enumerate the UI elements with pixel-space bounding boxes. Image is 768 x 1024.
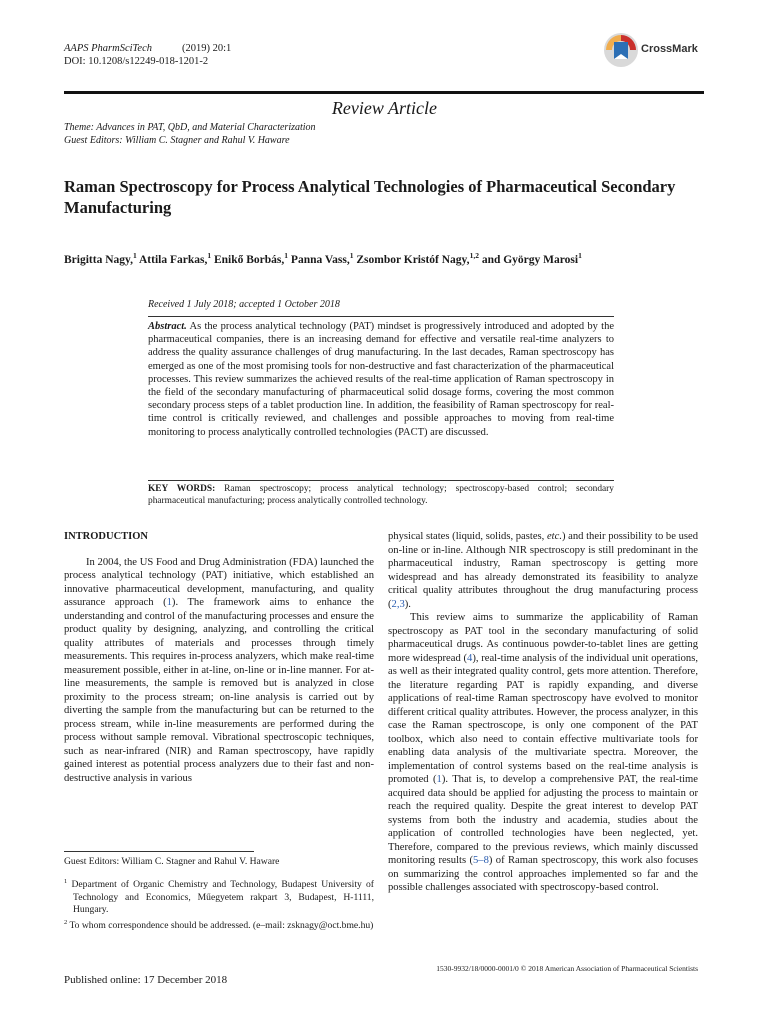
author: Zsombor Kristóf Nagy,$^{1,2}$ — [356, 251, 479, 266]
crossmark-badge[interactable] — [603, 32, 713, 68]
abstract-top-rule — [148, 316, 614, 317]
citation-link[interactable]: 2,3 — [391, 598, 405, 610]
author: Enikő Borbás,$^1$ — [213, 251, 289, 266]
intro-paragraph-2: This review aims to summarize the applicability of Raman spectroscopy as PAT tool in the secondary manufacturing of solid pharmaceutical drugs. As continuous powder-to-tablet lines are getting more widespread (4), real-time analysis of the individual unit operations, as well as their integrated quality control, gets more attention. Therefore, the literature regarding PAT is rapidly expanding, and diverse applications of real-time Raman spectroscopy have evolved to monitor different critical quality attributes. However, the process analyzer, in this case the Raman spectroscope, is only one component of the PAT toolbox, which also need to contain effective multivariate tools for enabling data analysis of the multivariate spectra. Moreover, the implementation of control systems based on the real-time analysis is promoted (1). That is, to develop a comprehensive PAT, the real-time acquired data should be applied for adjusting the process to maintain or reach the required quality. Despite the great interest to develop PAT systems from both the industry and academia, studies about the application of controlled technologies have been neglected, yet. Therefore, compared to the previous reviews, which mainly discussed monitoring results (5–8) of Raman spectroscopy, this work also focuses on summarizing the control approaches implemented so far and the possible challenges associated with spectroscopy-based control. — [388, 612, 699, 893]
keywords-text: Raman spectroscopy; process analytical technology; spectroscopy-based control; secondary pharmaceutical manufacturing; process analytically controlled technology. — [148, 484, 614, 506]
received-date: Received 1 July 2018; accepted 1 October 2018 — [148, 299, 340, 310]
abstract-bottom-rule — [148, 480, 614, 481]
journal-name: AAPS PharmSciTech — [64, 43, 152, 54]
guest-editors: Guest Editors: William C. Stagner and Rahul V. Haware — [64, 135, 290, 146]
footnote-rule — [64, 851, 254, 852]
paper-title: Raman Spectroscopy for Process Analytical Technologies of Pharmaceutical Secondary Manufacturing — [64, 177, 676, 217]
author: Attila Farkas,$^1$ — [139, 251, 212, 266]
footnotes — [64, 856, 374, 932]
author: Panna Vass,$^1$ — [290, 251, 354, 266]
section-heading: INTRODUCTION — [64, 531, 149, 542]
author-list — [64, 251, 704, 266]
intro-paragraph-1: In 2004, the US Food and Drug Administration (FDA) launched the process analytical technology (PAT) initiative, which established an innovative pharmaceutical development, manufacturing, and quality assurance approach (1). The framework aims to enhance the understanding and control of the manufacturing processes and ensure the product quality by designing, analyzing, and controlling the critical quality attributes of materials and processes through timely measurements. This requires in-process analyzers, which make real-time measurement possible, either in at-line, on-line or in-line manner. For at-line measurements, the sample is removed but is analyzed in close proximity to the process stream; on-line analysis is carried out by diverting the sample from the manufacturing but can be returned to the process stream, while in-line measurements are performed during the process without sample removal. Vibrational spectroscopic techniques, such as near-infrared (NIR) and Raman spectroscopy, have rapidly gained interest as potential process analyzers due to their fast and non-destructive analysis in various — [64, 556, 374, 784]
abstract-text: As the process analytical technology (PAT) mindset is progressively introduced and adopted by the pharmaceutical companies, there is an increasing demand for effective and versatile real-time analyzers to address the quality assurance challenges of drug manufacturing. In the last decades, Raman spectroscopy has emerged as one of the most promising tools for non-destructive and fast characterization of the pharmaceutical processes. This review summarizes the achieved results of the real-time application of Raman spectroscopy in the field of the secondary manufacturing of pharmaceutical solid dosage forms, covering the most common secondary process steps of a tablet production line. In addition, the feasibility of Raman spectroscopy for real-time control is critically reviewed, and challenges and possible approaches to moving from real-time monitoring to process analytically controlled technologies (PACT) are discussed. — [148, 321, 614, 438]
author: Brigitta Nagy,$^1$ — [64, 251, 137, 266]
abstract-label: Abstract. — [148, 321, 187, 332]
citation-link[interactable]: 1 — [166, 597, 172, 608]
keywords — [148, 484, 614, 507]
footnote-editors: Guest Editors: William C. Stagner and Rahul V. Haware — [64, 856, 280, 867]
author: and György Marosi$^1$ — [481, 251, 582, 266]
abstract — [148, 320, 614, 439]
article-type: Review Article — [331, 98, 437, 118]
theme: Theme: Advances in PAT, QbD, and Material Characterization — [64, 122, 316, 133]
published-date: Published online: 17 December 2018 — [64, 974, 228, 986]
theme-block — [64, 121, 316, 147]
crossmark-icon — [603, 32, 639, 68]
citation-link[interactable]: 4 — [467, 652, 473, 664]
left-column — [64, 530, 374, 785]
intro-paragraph-1-cont: physical states (liquid, solids, pastes, etc.) and their possibility to be used on-line or in-line. Although NIR spectroscopy is still predominant in the pharmaceutical industry, Raman spectroscopy is getting more widespread and has already demonstrated its feasibility to analyze critical quality attributes throughout the drug manufacturing process (2,3). — [388, 531, 698, 610]
citation-link[interactable]: 5–8 — [473, 855, 489, 866]
copyright: 1530-9932/18/0000-0001/0 © 2018 American Association of Pharmaceutical Scientists — [436, 964, 698, 973]
header-rule — [64, 91, 704, 94]
crossmark-label: CrossMark — [641, 43, 698, 55]
right-column — [388, 530, 698, 895]
footnote-correspondence: $^2$ To whom correspondence should be addressed. (e–mail: zsknagy@oct.bme.hu) — [64, 918, 374, 931]
footnote-affiliation: $^1$ Department of Organic Chemistry and Technology, Budapest University of Technology and Economics, Műegyetem rakpart 3, Budapest, H-1111, Hungary. — [64, 878, 374, 916]
doi[interactable]: DOI: 10.1208/s12249-018-1201-2 — [64, 56, 209, 67]
citation-link[interactable]: 1 — [436, 774, 442, 785]
keywords-label: KEY WORDS: — [148, 484, 216, 494]
journal-volume: (2019) 20:1 — [181, 43, 232, 54]
journal-header — [64, 42, 231, 68]
